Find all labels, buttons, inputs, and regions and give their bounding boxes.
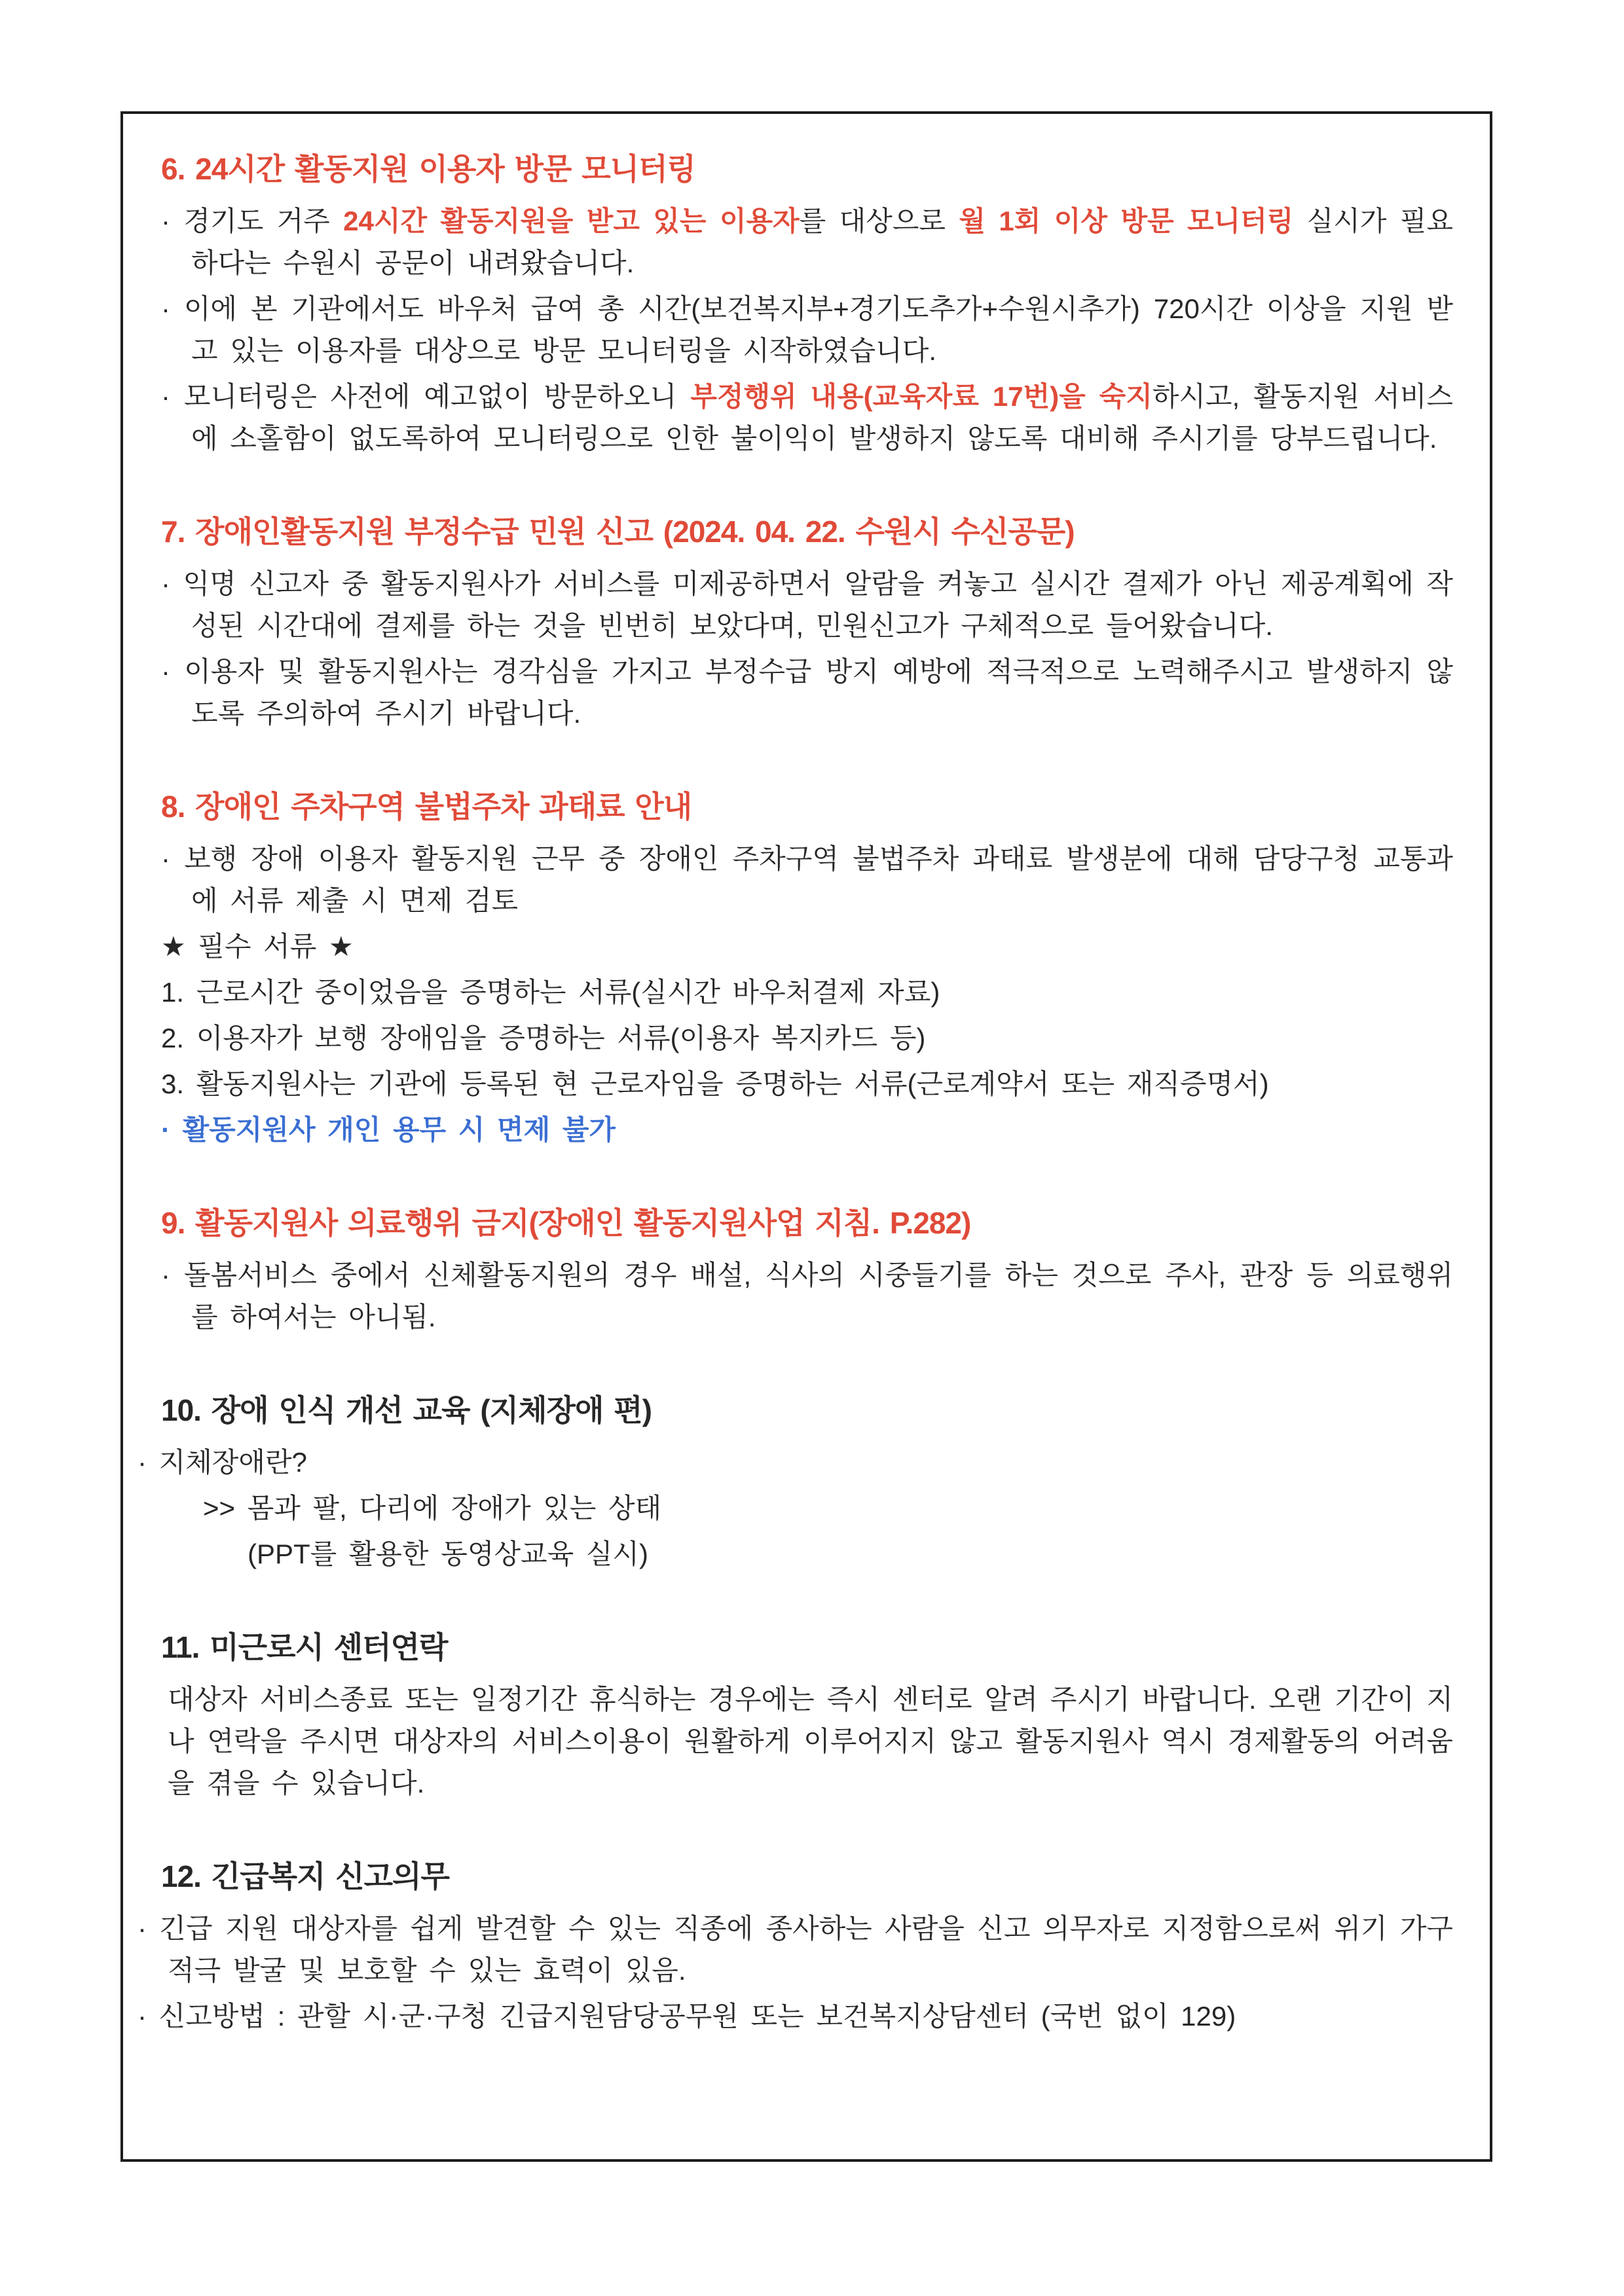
text-run: · 긴급 지원 대상자를 쉽게 발견할 수 있는 직종에 종사하는 사람을 신고 의무자로 지정함으로써 위기 가구 적극 발굴 및 보호할 수 있는 효력이 있음.: [138, 1913, 1453, 1986]
section-8-parking-fine: [161, 787, 1453, 1151]
text-run: 실시가 필요하다는 수원시 공문이 내려왔습니다.: [191, 206, 1454, 278]
section-12-heading: 12. 긴급복지 신고의무: [161, 1859, 449, 1893]
section-9-heading: 9. 활동지원사 의료행위 금지(장애인 활동지원사업 지침. P.282): [161, 1206, 971, 1240]
text-run: · 신고방법 : 관할 시·군·구청 긴급지원담당공무원 또는 보건복지상담센터 (국번 없이 129): [138, 2001, 1236, 2032]
section-10-answer-detail: [161, 1533, 1453, 1575]
section-11-no-work-contact: [161, 1628, 1453, 1804]
section-8-blue-note: [161, 1109, 1453, 1151]
section-10-answer: [161, 1487, 1453, 1529]
text-run: · 보행 장애 이용자 활동지원 근무 중 장애인 주차구역 불법주차 과태료 발생분에 대해 담당구청 교통과에 서류 제출 시 면제 검토: [161, 843, 1453, 916]
section-6-bullet-2: [161, 288, 1453, 372]
text-run: · 돌봄서비스 중에서 신체활동지원의 경우 배설, 식사의 시중들기를 하는 것으로 주사, 관장 등 의료행위를 하여서는 아니됨.: [161, 1260, 1453, 1332]
text-run: · 익명 신고자 중 활동지원사가 서비스를 미제공하면서 알람을 켜놓고 실시간 결제가 아닌 제공계획에 작성된 시간대에 결제를 하는 것을 빈번히 보았다며, 민원신고가 구체적으로 들어왔습니다.: [161, 568, 1453, 641]
section-10-question: [138, 1442, 1453, 1484]
section-11-paragraph: [161, 1679, 1453, 1804]
section-6-heading: 6. 24시간 활동지원 이용자 방문 모니터링: [161, 152, 695, 186]
text-run: · 지체장애란?: [138, 1447, 307, 1478]
section-6-bullet-1: [161, 200, 1453, 284]
highlight-red-run: 부정행위 내용(교육자료 17번)을 숙지: [690, 381, 1153, 412]
section-12-bullet-1: [138, 1908, 1453, 1992]
section-9-bullet-1: [161, 1254, 1453, 1338]
section-8-heading: 8. 장애인 주차구역 불법주차 과태료 안내: [161, 790, 692, 824]
text-run: 2. 이용자가 보행 장애임을 증명하는 서류(이용자 복지카드 등): [161, 1023, 926, 1053]
section-8-required-docs-title: [161, 926, 1453, 968]
text-run: 대상자 서비스종료 또는 일정기간 휴식하는 경우에는 즉시 센터로 알려 주시기 바랍니다. 오랜 기간이 지나 연락을 주시면 대상자의 서비스이용이 원활하게 이루어지지 않고 활동지원사 역시 경제활동의 어려움을 겪을 수 있습니다.: [168, 1684, 1453, 1798]
star-label: ★ 필수 서류 ★: [161, 931, 354, 962]
text-run: · 모니터링은 사전에 예고없이 방문하오니: [161, 381, 691, 412]
section-9-medical-prohibition: [161, 1203, 1453, 1338]
text-run: (PPT를 활용한 동영상교육 실시): [248, 1539, 648, 1569]
text-run: >> 몸과 팔, 다리에 장애가 있는 상태: [203, 1493, 662, 1523]
section-6-bullet-3: [161, 376, 1453, 460]
section-8-doc-item-2: [161, 1017, 1453, 1059]
text-run: 3. 활동지원사는 기관에 등록된 현 근로자임을 증명하는 서류(근로계약서 또는 재직증명서): [161, 1068, 1269, 1099]
document-border-frame: [120, 111, 1492, 2162]
section-7-fraud-complaint: [161, 512, 1453, 735]
section-12-bullet-2: [138, 1995, 1453, 2037]
section-8-doc-item-3: [161, 1063, 1453, 1105]
highlight-red-run: 월 1회 이상 방문 모니터링: [959, 206, 1294, 236]
section-10-heading: 10. 장애 인식 개선 교육 (지체장애 편): [161, 1393, 652, 1427]
section-7-bullet-1: [161, 563, 1453, 647]
text-run: 를 대상으로: [799, 206, 959, 236]
section-11-heading: 11. 미근로시 센터연락: [161, 1630, 448, 1664]
section-12-emergency-welfare: [138, 1857, 1453, 2037]
text-run: · 이용자 및 활동지원사는 경각심을 가지고 부정수급 방지 예방에 적극적으로 노력해주시고 발생하지 않도록 주의하여 주시기 바랍니다.: [161, 656, 1453, 729]
text-run: 하시고, 활동지원 서비스에 소홀함이 없도록하여 모니터링으로 인한 불이익이 발생하지 않도록 대비해 주시기를 당부드립니다.: [191, 381, 1453, 454]
section-8-doc-item-1: [161, 972, 1453, 1013]
highlight-blue-run: · 활동지원사 개인 용무 시 면제 불가: [161, 1114, 616, 1145]
text-run: · 이에 본 기관에서도 바우처 급여 총 시간(보건복지부+경기도추가+수원시추가) 720시간 이상을 지원 받고 있는 이용자를 대상으로 방문 모니터링을 시작하였습니다.: [161, 293, 1453, 366]
section-6-24h-monitoring: [161, 149, 1453, 460]
text-run: 1. 근로시간 중이었음을 증명하는 서류(실시간 바우처결제 자료): [161, 977, 940, 1008]
section-8-bullet-1: [161, 838, 1453, 922]
section-10-awareness-education: [138, 1391, 1453, 1575]
section-7-heading: 7. 장애인활동지원 부정수급 민원 신고 (2024. 04. 22. 수원시 수신공문): [161, 515, 1075, 549]
highlight-red-run: 24시간 활동지원을 받고 있는 이용자: [343, 206, 800, 236]
text-run: · 경기도 거주: [161, 206, 344, 236]
section-7-bullet-2: [161, 651, 1453, 735]
